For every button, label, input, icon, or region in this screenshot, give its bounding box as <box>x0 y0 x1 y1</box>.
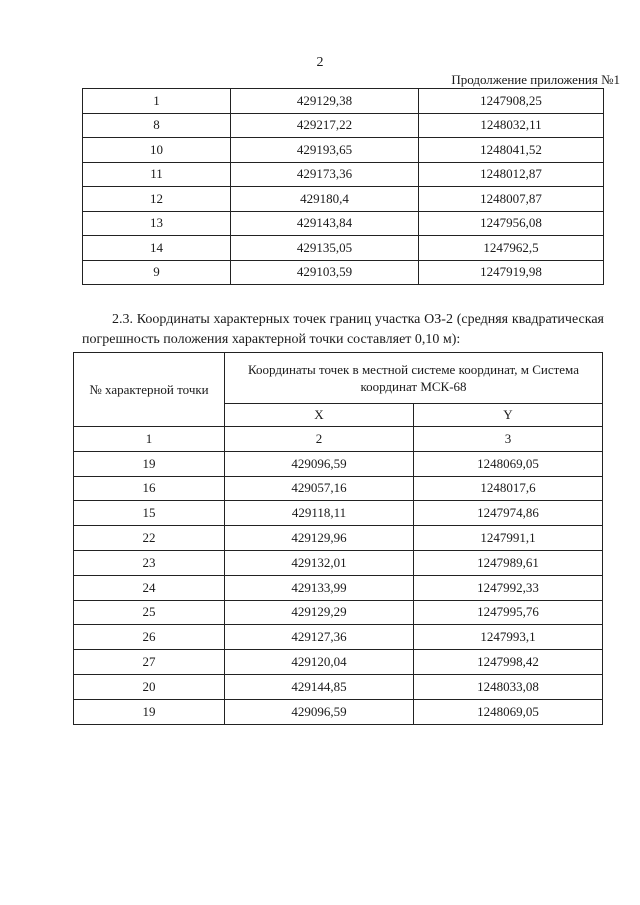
table-row <box>74 451 603 476</box>
point-number-cell: 26 <box>74 625 225 650</box>
header-x: X <box>225 404 414 427</box>
table2-header <box>74 353 603 427</box>
x-coordinate-cell: 429217,22 <box>231 113 419 138</box>
table-row <box>74 550 603 575</box>
y-coordinate-cell: 1247908,25 <box>419 89 604 114</box>
x-coordinate-cell: 429193,65 <box>231 138 419 163</box>
table-row <box>83 162 604 187</box>
x-coordinate-cell: 429096,59 <box>225 451 414 476</box>
header-point-number: № характерной точки <box>74 353 225 427</box>
x-coordinate-cell: 429173,36 <box>231 162 419 187</box>
y-coordinate-cell: 1247993,1 <box>414 625 603 650</box>
point-number-cell: 22 <box>74 526 225 551</box>
y-coordinate-cell: 1248007,87 <box>419 187 604 212</box>
y-coordinate-cell: 1247919,98 <box>419 260 604 285</box>
header-coordinates: Координаты точек в местной системе координат, м Система координат МСК-68 <box>225 353 603 404</box>
y-coordinate-cell: 1248033,08 <box>414 674 603 699</box>
table-row <box>83 89 604 114</box>
point-number-cell: 19 <box>74 451 225 476</box>
point-number-cell: 10 <box>83 138 231 163</box>
x-coordinate-cell: 429143,84 <box>231 211 419 236</box>
table-row <box>74 650 603 675</box>
point-number-cell: 12 <box>83 187 231 212</box>
table-row <box>74 476 603 501</box>
table1-body <box>83 89 604 285</box>
y-coordinate-cell: 1248069,05 <box>414 451 603 476</box>
x-coordinate-cell: 429096,59 <box>225 699 414 724</box>
x-coordinate-cell: 429180,4 <box>231 187 419 212</box>
x-coordinate-cell: 429135,05 <box>231 236 419 261</box>
table-row <box>83 211 604 236</box>
point-number-cell: 8 <box>83 113 231 138</box>
point-number-cell: 27 <box>74 650 225 675</box>
y-coordinate-cell: 1248032,11 <box>419 113 604 138</box>
table-row <box>83 138 604 163</box>
y-coordinate-cell: 1248017,6 <box>414 476 603 501</box>
y-coordinate-cell: 1247992,33 <box>414 575 603 600</box>
y-coordinate-cell: 1247989,61 <box>414 550 603 575</box>
table-row <box>74 625 603 650</box>
point-number-cell: 25 <box>74 600 225 625</box>
point-number-cell: 19 <box>74 699 225 724</box>
x-coordinate-cell: 429127,36 <box>225 625 414 650</box>
table-row <box>74 501 603 526</box>
point-number-cell: 14 <box>83 236 231 261</box>
point-number-cell: 1 <box>83 89 231 114</box>
x-coordinate-cell: 429057,16 <box>225 476 414 501</box>
point-number-cell: 23 <box>74 550 225 575</box>
table-row <box>83 236 604 261</box>
point-number-cell: 9 <box>83 260 231 285</box>
y-coordinate-cell: 1248069,05 <box>414 699 603 724</box>
header-y: Y <box>414 404 603 427</box>
y-coordinate-cell: 1247991,1 <box>414 526 603 551</box>
table-row <box>74 674 603 699</box>
point-number-cell: 15 <box>74 501 225 526</box>
table2-body <box>74 427 603 725</box>
table-row <box>83 187 604 212</box>
column-numbering-row <box>74 427 603 452</box>
section-paragraph: 2.3. Координаты характерных точек границ участка ОЗ-2 (средняя квадратическая погрешность положения характерной точки составляет 0,10 м): <box>82 312 604 347</box>
x-coordinate-cell: 429103,59 <box>231 260 419 285</box>
x-coordinate-cell: 429132,01 <box>225 550 414 575</box>
coordinates-table-continued <box>82 88 604 285</box>
y-coordinate-cell: 1247956,08 <box>419 211 604 236</box>
table-row <box>74 526 603 551</box>
table-row <box>74 575 603 600</box>
y-coordinate-cell: 1247998,42 <box>414 650 603 675</box>
x-coordinate-cell: 429133,99 <box>225 575 414 600</box>
point-number-cell: 20 <box>74 674 225 699</box>
table-row <box>83 260 604 285</box>
point-number-cell: 24 <box>74 575 225 600</box>
page-number: 2 <box>316 55 324 70</box>
point-number-cell: 11 <box>83 162 231 187</box>
point-number-cell: 13 <box>83 211 231 236</box>
x-coordinate-cell: 429120,04 <box>225 650 414 675</box>
table-row <box>74 600 603 625</box>
y-coordinate-cell: 1247962,5 <box>419 236 604 261</box>
x-coordinate-cell: 429118,11 <box>225 501 414 526</box>
x-coordinate-cell: 429129,96 <box>225 526 414 551</box>
column-number: 2 <box>225 427 414 452</box>
x-coordinate-cell: 429129,38 <box>231 89 419 114</box>
appendix-continuation-label: Продолжение приложения №1 <box>451 72 620 87</box>
table-row <box>74 699 603 724</box>
x-coordinate-cell: 429144,85 <box>225 674 414 699</box>
y-coordinate-cell: 1247974,86 <box>414 501 603 526</box>
column-number: 3 <box>414 427 603 452</box>
coordinates-table-oz2 <box>73 352 603 725</box>
table-row <box>83 113 604 138</box>
y-coordinate-cell: 1248012,87 <box>419 162 604 187</box>
y-coordinate-cell: 1247995,76 <box>414 600 603 625</box>
column-number: 1 <box>74 427 225 452</box>
point-number-cell: 16 <box>74 476 225 501</box>
y-coordinate-cell: 1248041,52 <box>419 138 604 163</box>
x-coordinate-cell: 429129,29 <box>225 600 414 625</box>
